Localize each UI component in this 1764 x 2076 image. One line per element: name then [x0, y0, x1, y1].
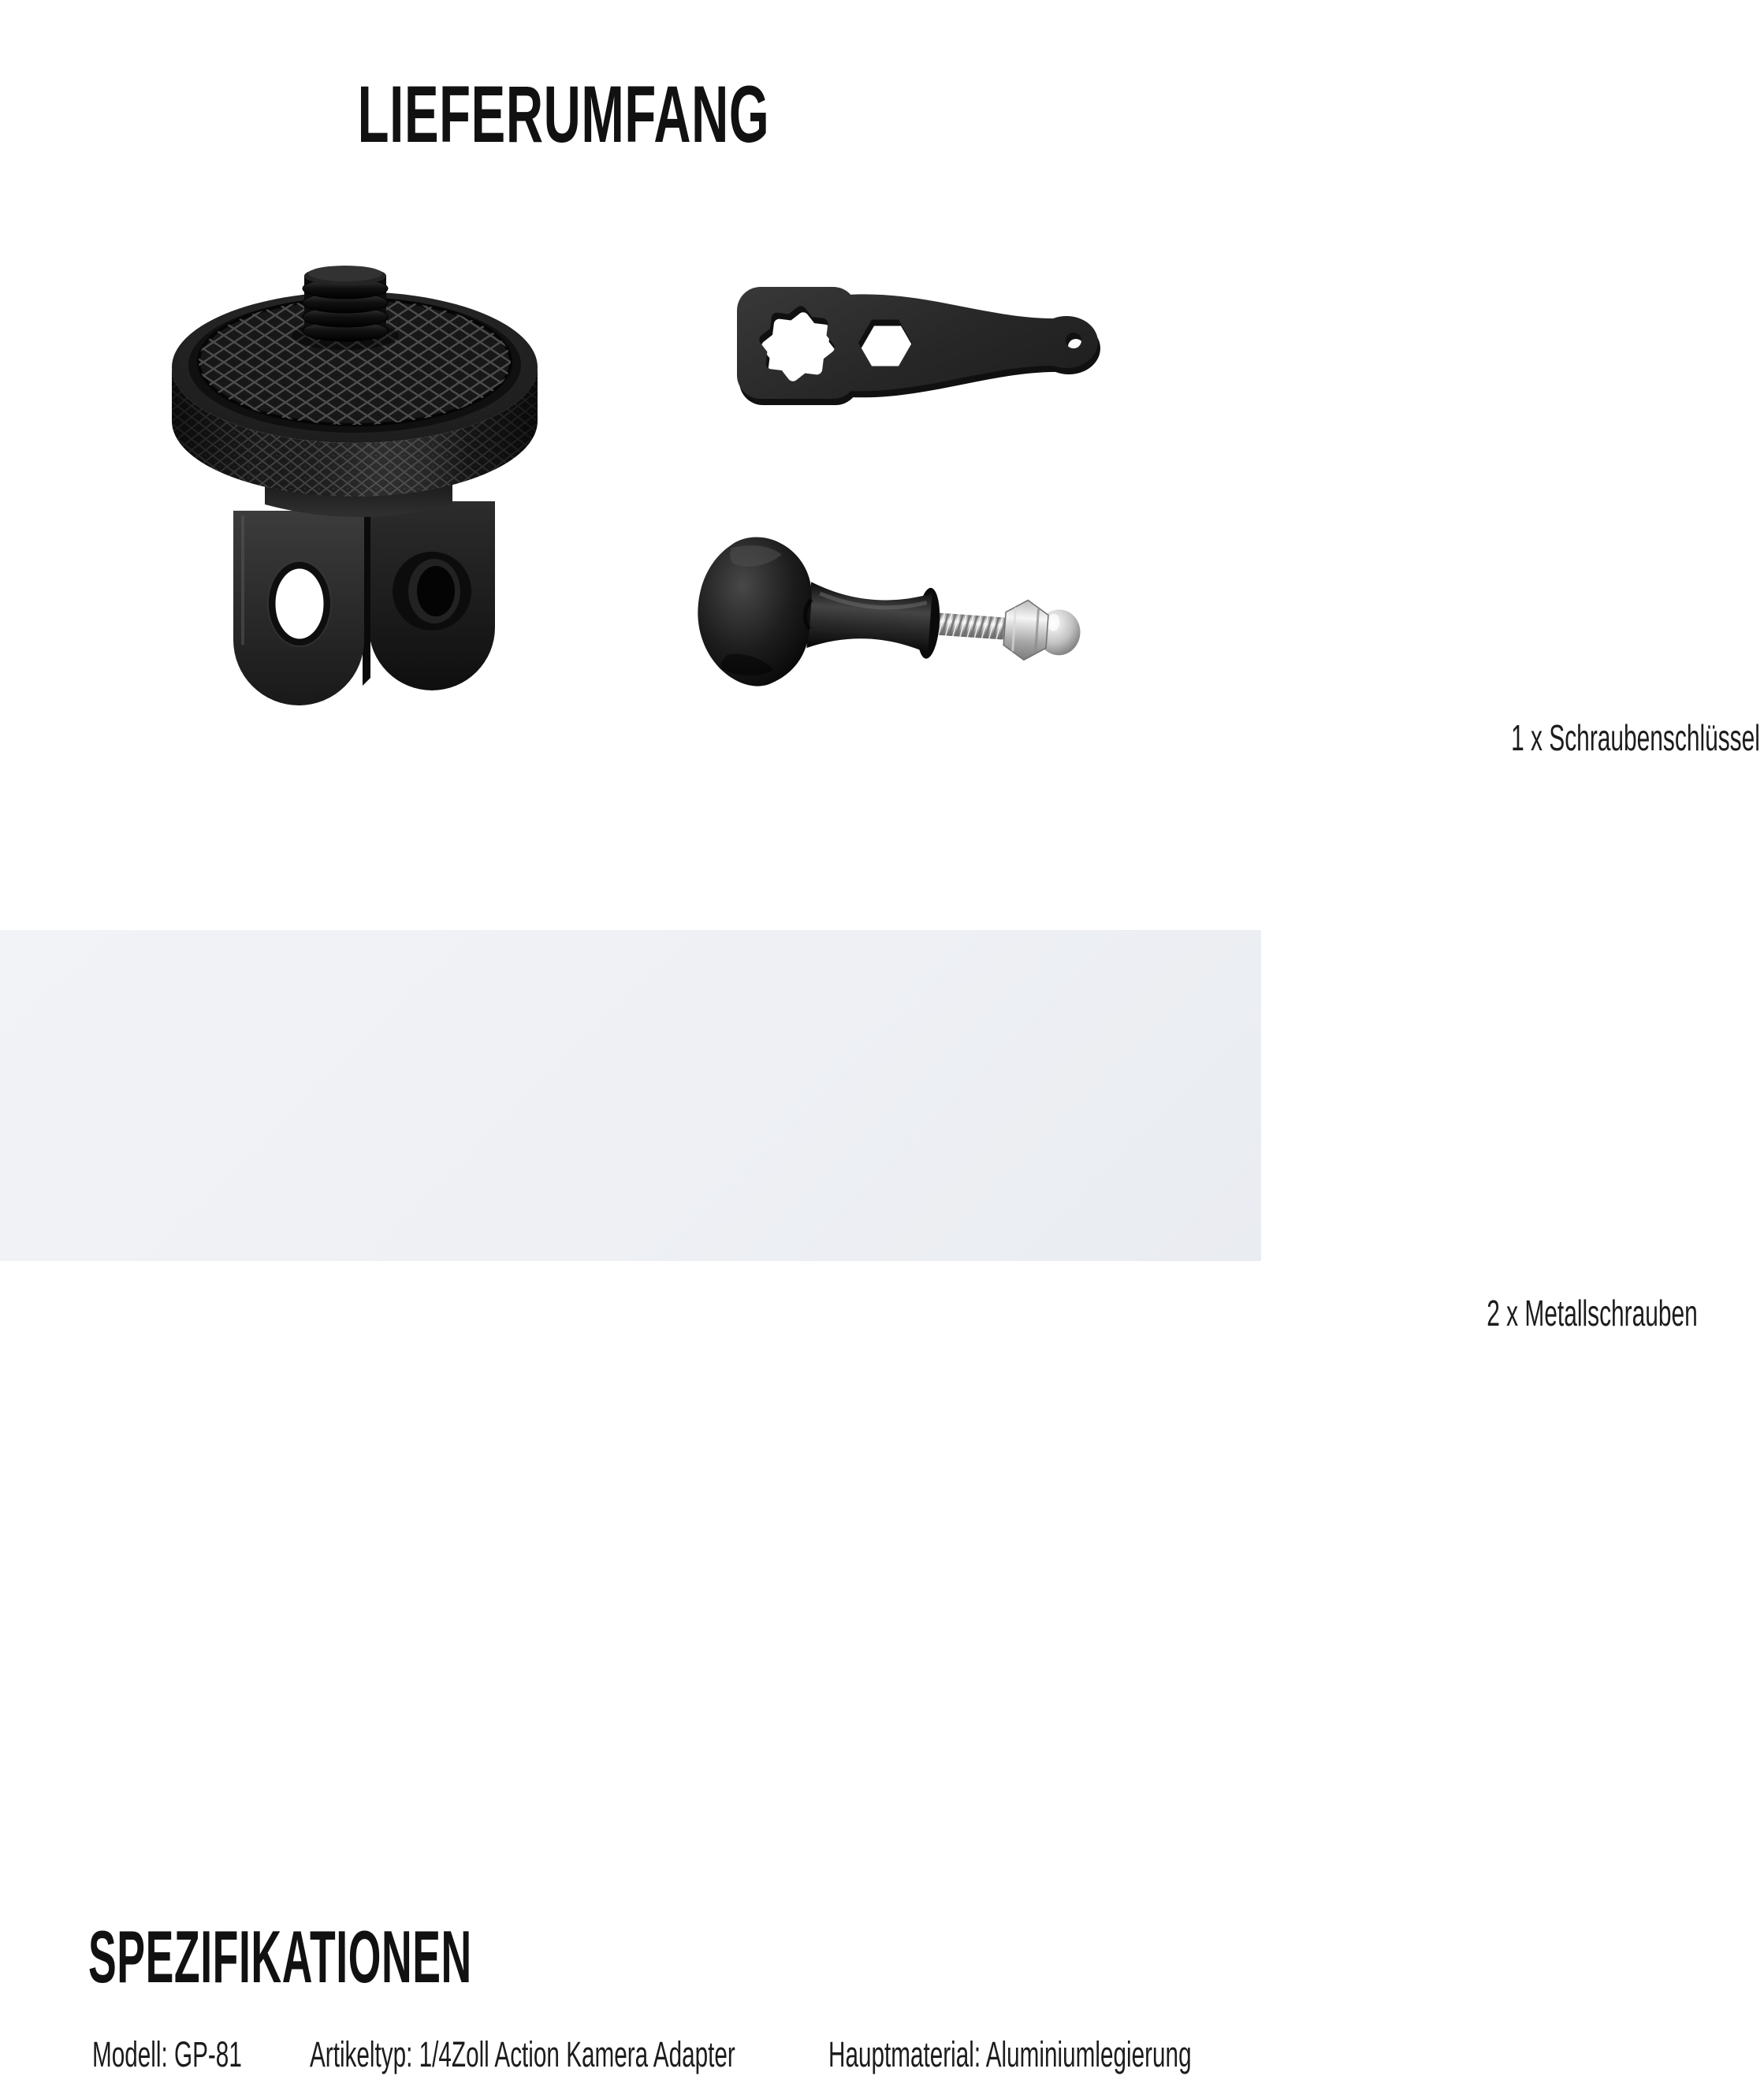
- spezifikationen-title: SPEZIFIKATIONEN: [88, 1915, 472, 1998]
- wrench-photo: [729, 274, 1103, 428]
- spec-entry-hauptmaterial: Hauptmaterial: Aluminiumlegierung: [828, 2034, 1192, 2074]
- adapter-figure: [142, 235, 575, 724]
- spec-entry-artikeltyp: Artikeltyp: 1/4Zoll Action Kamera Adapter: [310, 2034, 735, 2074]
- lieferumfang-title: LIEFERUMFANG: [357, 69, 770, 159]
- thumb-screw-photo: [692, 542, 1102, 704]
- screws-caption: 2 x Metallschrauben: [1487, 1293, 1698, 1334]
- spec-entry-modell: Modell: GP-81: [92, 2034, 242, 2074]
- spezifikationen-section: [0, 930, 1261, 2074]
- wrench-caption: 1 x Schraubenschlüssel: [1511, 717, 1760, 758]
- wrench-figure: [729, 274, 1760, 758]
- action-camera-adapter-photo: [142, 235, 575, 724]
